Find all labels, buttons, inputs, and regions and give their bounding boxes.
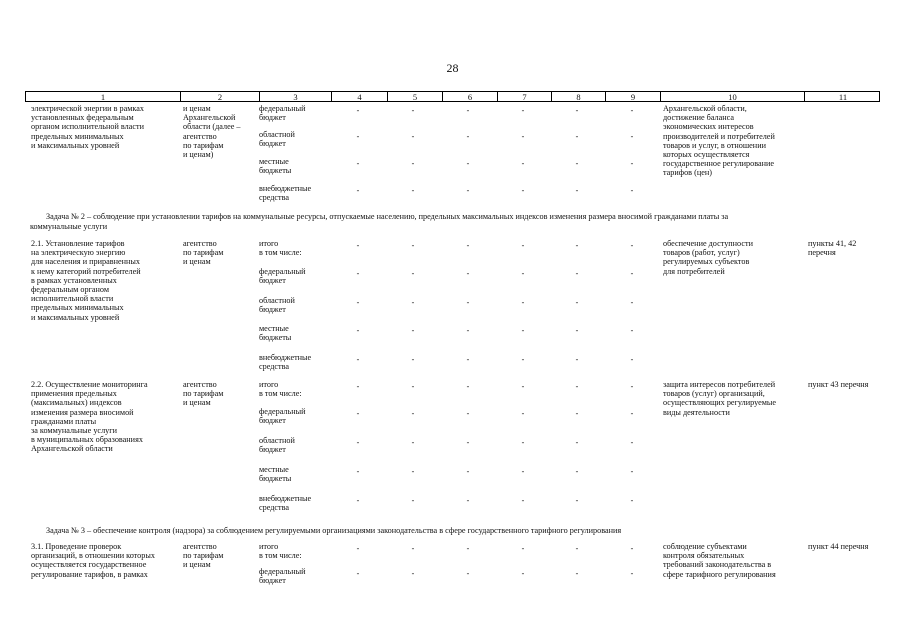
executor-text: и ценам — [183, 104, 211, 113]
value-dash: - — [356, 409, 360, 418]
value-dash: - — [411, 298, 415, 307]
result-text: тарифов (цен) — [663, 168, 712, 178]
activity-text: и максимальных уровней — [31, 140, 120, 150]
value-dash: - — [575, 438, 579, 447]
value-dash: - — [466, 159, 470, 168]
funding-source: в том числе: — [259, 551, 302, 561]
executor-text: Архангельской — [183, 113, 236, 123]
value-dash: - — [466, 569, 470, 578]
result-text: товаров и услуг, в отношении — [663, 140, 766, 150]
executor-text: области (далее – — [183, 122, 241, 132]
header-col-6: 6 — [442, 92, 497, 101]
value-dash: - — [411, 569, 415, 578]
funding-source: местные — [259, 465, 289, 474]
executor-text: агентство — [183, 131, 217, 141]
value-dash: - — [630, 186, 634, 195]
value-dash: - — [630, 106, 634, 115]
result-text: производителей и потребителей — [663, 131, 775, 141]
value-dash: - — [356, 269, 360, 278]
value-dash: - — [630, 438, 634, 447]
activity-text: к нему категорий потребителей — [31, 266, 141, 276]
funding-source: средства — [259, 362, 290, 372]
value-dash: - — [411, 409, 415, 418]
funding-source: бюджет — [259, 276, 286, 286]
value-dash: - — [521, 544, 525, 553]
value-dash: - — [411, 438, 415, 447]
value-dash: - — [411, 132, 415, 141]
value-dash: - — [466, 382, 470, 391]
value-dash: - — [521, 467, 525, 476]
table-header — [25, 91, 880, 102]
value-dash: - — [575, 159, 579, 168]
activity-text: электрической энергии в рамках — [31, 104, 144, 113]
funding-source: бюджеты — [259, 166, 292, 176]
value-dash: - — [630, 355, 634, 364]
value-dash: - — [356, 569, 360, 578]
value-dash: - — [411, 544, 415, 553]
value-dash: - — [356, 186, 360, 195]
value-dash: - — [630, 409, 634, 418]
activity-text: 2.1. Установление тарифов — [31, 239, 125, 248]
activity-text: Архангельской области — [31, 444, 113, 454]
value-dash: - — [575, 382, 579, 391]
funding-source: областной — [259, 296, 295, 305]
value-dash: - — [575, 269, 579, 278]
value-dash: - — [521, 298, 525, 307]
funding-source: федеральный — [259, 267, 306, 276]
value-dash: - — [521, 382, 525, 391]
activity-text: предельных минимальных — [31, 131, 124, 141]
task-heading: Задача № 3 – обеспечение контроля (надзора) за соблюдением регулируемыми организациями законодательства в сфере государственного тарифного регулирования — [46, 526, 622, 535]
value-dash: - — [356, 382, 360, 391]
value-dash: - — [521, 106, 525, 115]
value-dash: - — [356, 106, 360, 115]
result-text: сфере тарифного регулирования — [663, 569, 776, 579]
activity-text: в муниципальных образованиях — [31, 435, 143, 445]
value-dash: - — [575, 355, 579, 364]
value-dash: - — [521, 186, 525, 195]
activity-text: гражданами платы — [31, 416, 97, 426]
value-dash: - — [466, 438, 470, 447]
value-dash: - — [575, 326, 579, 335]
funding-source: средства — [259, 503, 290, 513]
activity-text: органом исполнительной власти — [31, 122, 144, 132]
result-text: товаров (работ, услуг) — [663, 248, 740, 258]
header-col-8: 8 — [551, 92, 605, 101]
result-text: обеспечение доступности — [663, 239, 753, 248]
value-dash: - — [575, 467, 579, 476]
executor-text: и ценам — [183, 257, 211, 267]
value-dash: - — [411, 355, 415, 364]
value-dash: - — [575, 298, 579, 307]
value-dash: - — [356, 355, 360, 364]
funding-source: областной — [259, 436, 295, 445]
result-text: которых осуществляется — [663, 150, 750, 159]
value-dash: - — [575, 241, 579, 250]
value-dash: - — [411, 269, 415, 278]
value-dash: - — [575, 409, 579, 418]
result-text: виды деятельности — [663, 407, 730, 417]
value-dash: - — [356, 241, 360, 250]
value-dash: - — [411, 241, 415, 250]
value-dash: - — [521, 355, 525, 364]
result-text: достижение баланса — [663, 113, 735, 123]
activity-text: осуществляется государственное — [31, 560, 147, 570]
value-dash: - — [356, 326, 360, 335]
value-dash: - — [630, 496, 634, 505]
value-dash: - — [356, 298, 360, 307]
value-dash: - — [630, 467, 634, 476]
funding-source: средства — [259, 193, 290, 203]
executor-text: по тарифам — [183, 389, 224, 399]
funding-source: бюджет — [259, 576, 286, 586]
value-dash: - — [575, 496, 579, 505]
executor-text: агентство — [183, 239, 217, 248]
value-dash: - — [630, 569, 634, 578]
activity-text: предельных минимальных — [31, 303, 124, 313]
value-dash: - — [575, 132, 579, 141]
value-dash: - — [521, 569, 525, 578]
reference-text: перечня — [808, 248, 836, 258]
funding-source: бюджет — [259, 445, 286, 455]
page-number: 28 — [446, 61, 459, 75]
funding-source: в том числе: — [259, 248, 302, 258]
result-text: требований законодательства в — [663, 560, 772, 570]
value-dash: - — [575, 569, 579, 578]
executor-text: агентство — [183, 542, 217, 551]
result-text: Архангельской области, — [663, 104, 747, 113]
result-text: экономических интересов — [663, 122, 754, 132]
result-text: соблюдение субъектами — [663, 542, 747, 551]
activity-text: и максимальных уровней — [31, 312, 120, 322]
value-dash: - — [411, 159, 415, 168]
task-heading: Задача № 2 – соблюдение при установлении тарифов на коммунальные ресурсы, отпускаемые населению, предельных максимальных индексов изменения размера вносимой гражданами платы за — [46, 212, 729, 221]
funding-source: бюджеты — [259, 474, 292, 484]
value-dash: - — [630, 241, 634, 250]
reference-text: пункт 43 перечня — [808, 380, 869, 389]
value-dash: - — [411, 186, 415, 195]
result-text: контроля обязательных — [663, 551, 745, 561]
value-dash: - — [630, 159, 634, 168]
funding-source: внебюджетные — [259, 353, 312, 362]
activity-text: в рамках установленных — [31, 275, 117, 285]
value-dash: - — [630, 298, 634, 307]
activity-text: 3.1. Проведение проверок — [31, 542, 122, 551]
value-dash: - — [521, 326, 525, 335]
value-dash: - — [411, 467, 415, 476]
value-dash: - — [630, 132, 634, 141]
value-dash: - — [411, 496, 415, 505]
funding-source: в том числе: — [259, 389, 302, 399]
value-dash: - — [521, 496, 525, 505]
funding-source: бюджет — [259, 416, 286, 426]
funding-source: итого — [259, 380, 279, 389]
activity-text: за коммунальные услуги — [31, 426, 117, 435]
funding-source: бюджет — [259, 305, 286, 315]
result-text: осуществляющих регулируемые — [663, 398, 777, 408]
value-dash: - — [575, 106, 579, 115]
task-heading: коммунальные услуги — [30, 221, 108, 231]
executor-text: агентство — [183, 380, 217, 389]
executor-text: и ценам) — [183, 150, 214, 159]
result-text: товаров (услуг) организаций, — [663, 389, 765, 399]
result-text: для потребителей — [663, 266, 725, 276]
activity-text: (максимальных) индексов — [31, 398, 122, 408]
funding-source: местные — [259, 324, 289, 333]
value-dash: - — [356, 544, 360, 553]
value-dash: - — [575, 544, 579, 553]
value-dash: - — [630, 382, 634, 391]
value-dash: - — [575, 186, 579, 195]
value-dash: - — [466, 326, 470, 335]
result-text: регулируемых субъектов — [663, 257, 750, 267]
activity-text: для населения и приравненных — [31, 257, 140, 267]
executor-text: по тарифам — [183, 248, 224, 258]
funding-source: итого — [259, 542, 279, 551]
activity-text: организаций, в отношении которых — [31, 551, 155, 561]
header-col-9: 9 — [605, 92, 660, 101]
value-dash: - — [466, 298, 470, 307]
value-dash: - — [356, 438, 360, 447]
header-col-3: 3 — [259, 92, 331, 101]
reference-text: пункты 41, 42 — [808, 239, 857, 248]
funding-source: местные — [259, 157, 289, 166]
funding-source: бюджеты — [259, 333, 292, 343]
funding-source: федеральный — [259, 104, 306, 113]
result-text: защита интересов потребителей — [663, 380, 776, 389]
value-dash: - — [356, 132, 360, 141]
funding-source: бюджет — [259, 139, 286, 149]
funding-source: федеральный — [259, 407, 306, 416]
activity-text: изменения размера вносимой — [31, 407, 134, 417]
value-dash: - — [466, 355, 470, 364]
value-dash: - — [466, 106, 470, 115]
value-dash: - — [521, 409, 525, 418]
activity-text: регулирование тарифов, в рамках — [31, 569, 148, 579]
result-text: государственное регулирование — [663, 159, 775, 169]
value-dash: - — [466, 467, 470, 476]
value-dash: - — [630, 326, 634, 335]
activity-text: на электрическую энергию — [31, 248, 126, 258]
header-col-4: 4 — [331, 92, 387, 101]
value-dash: - — [630, 269, 634, 278]
value-dash: - — [466, 544, 470, 553]
value-dash: - — [411, 326, 415, 335]
activity-text: федеральным органом — [31, 285, 110, 294]
header-col-7: 7 — [497, 92, 551, 101]
value-dash: - — [521, 269, 525, 278]
value-dash: - — [466, 409, 470, 418]
value-dash: - — [466, 269, 470, 278]
reference-text: пункт 44 перечня — [808, 542, 869, 551]
activity-text: 2.2. Осуществление мониторинга — [31, 380, 148, 389]
funding-source: бюджет — [259, 113, 286, 123]
value-dash: - — [466, 132, 470, 141]
value-dash: - — [356, 159, 360, 168]
header-col-11: 11 — [804, 92, 881, 101]
header-col-1: 1 — [100, 92, 106, 102]
value-dash: - — [630, 544, 634, 553]
activity-text: установленных федеральным — [31, 113, 134, 123]
value-dash: - — [356, 496, 360, 505]
funding-source: итого — [259, 239, 279, 248]
activity-text: применения предельных — [31, 389, 117, 399]
value-dash: - — [521, 132, 525, 141]
value-dash: - — [521, 241, 525, 250]
header-col-5: 5 — [387, 92, 442, 101]
value-dash: - — [466, 241, 470, 250]
funding-source: внебюджетные — [259, 494, 312, 503]
executor-text: по тарифам — [183, 551, 224, 561]
executor-text: и ценам — [183, 398, 211, 408]
executor-text: по тарифам — [183, 140, 224, 150]
header-col-10: 10 — [660, 92, 804, 101]
value-dash: - — [411, 382, 415, 391]
value-dash: - — [356, 467, 360, 476]
funding-source: внебюджетные — [259, 184, 312, 193]
value-dash: - — [466, 496, 470, 505]
value-dash: - — [466, 186, 470, 195]
value-dash: - — [521, 438, 525, 447]
value-dash: - — [521, 159, 525, 168]
executor-text: и ценам — [183, 560, 211, 570]
value-dash: - — [411, 106, 415, 115]
activity-text: исполнительной власти — [31, 294, 114, 304]
header-col-2: 2 — [180, 92, 259, 101]
funding-source: федеральный — [259, 567, 306, 576]
funding-source: областной — [259, 130, 295, 139]
